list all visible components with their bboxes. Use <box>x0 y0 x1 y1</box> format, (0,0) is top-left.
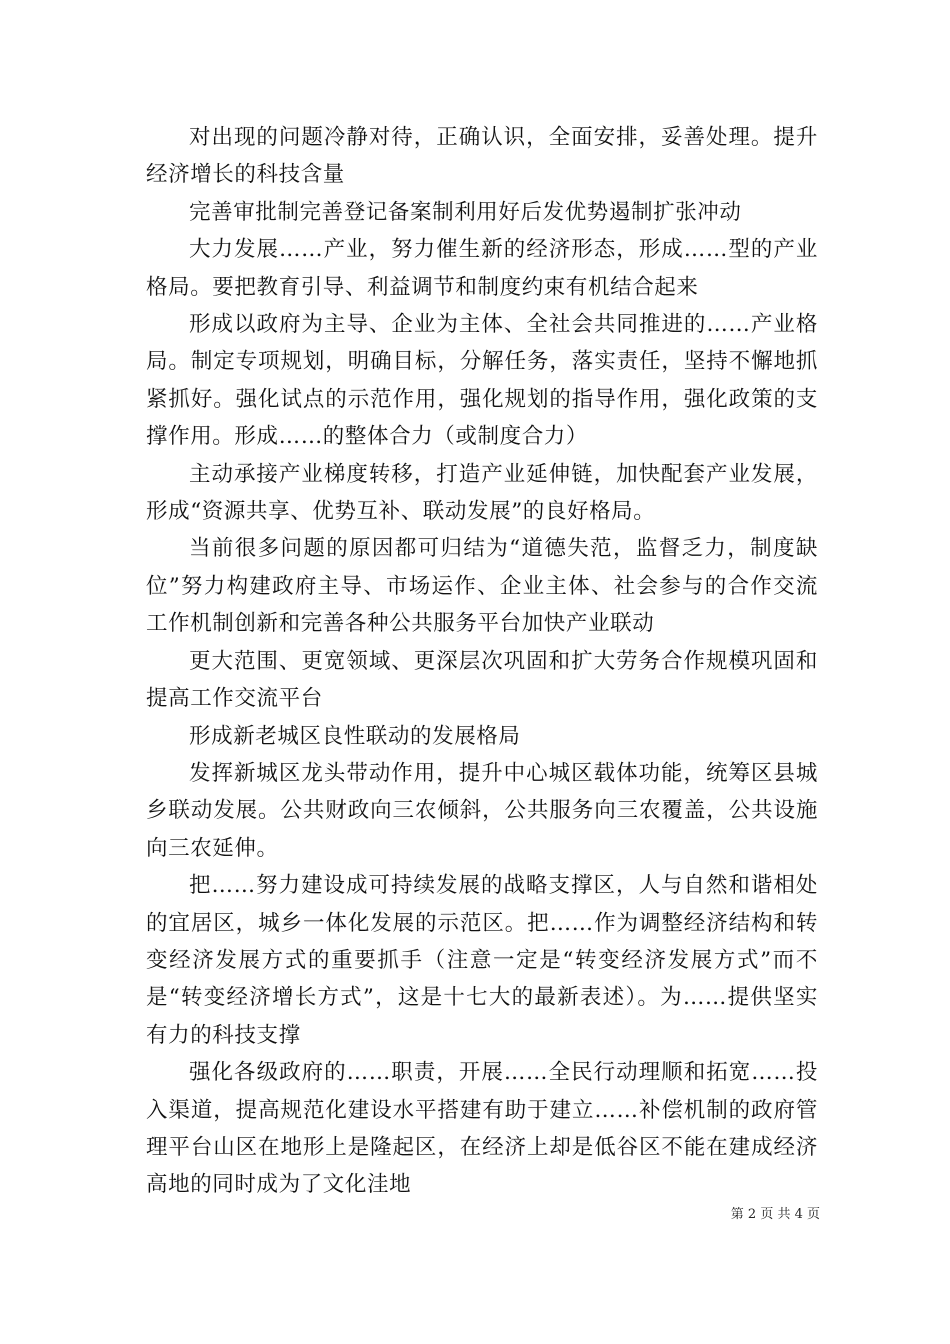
paragraph-5: 主动承接产业梯度转移，打造产业延伸链，加快配套产业发展，形成“资源共享、优势互补、联动发展”的良好格局。 <box>146 461 818 525</box>
paragraph-8: 形成新老城区良性联动的发展格局 <box>189 723 521 749</box>
paragraph-11: 强化各级政府的……职责，开展……全民行动理顺和拓宽……投入渠道，提高规范化建设水平搭建有助于建立……补偿机制的政府管理平台山区在地形上是隆起区，在经济上却是低谷区不能在建成经济高地的同时成为了文化洼地 <box>146 1060 818 1198</box>
paragraph-10: 把……努力建设成可持续发展的战略支撑区，人与自然和谐相处的宜居区，城乡一体化发展的示范区。把……作为调整经济结构和转变经济发展方式的重要抓手（注意一定是“转变经济发展方式”而不是“转变经济增长方式”，这是十七大的最新表述）。为……提供坚实有力的科技支撑 <box>146 873 818 1048</box>
paragraph-1: 对出现的问题冷静对待，正确认识，全面安排，妥善处理。提升经济增长的科技含量 <box>146 125 818 188</box>
paragraph-2: 完善审批制完善登记备案制利用好后发优势遏制扩张冲动 <box>189 199 742 225</box>
page-number-footer: 第 2 页 共 4 页 <box>730 1207 820 1222</box>
paragraph-6: 当前很多问题的原因都可归结为“道德失范，监督乏力，制度缺位”努力构建政府主导、市场运作、企业主体、社会参与的合作交流工作机制创新和完善各种公共服务平台加快产业联动 <box>146 536 818 637</box>
paragraph-7: 更大范围、更宽领域、更深层次巩固和扩大劳务合作规模巩固和提高工作交流平台 <box>146 648 818 712</box>
paragraph-3: 大力发展……产业，努力催生新的经济形态，形成……型的产业格局。要把教育引导、利益调节和制度约束有机结合起来 <box>146 237 818 300</box>
paragraph-4: 形成以政府为主导、企业为主体、全社会共同推进的……产业格局。制定专项规划，明确目标，分解任务，落实责任，坚持不懈地抓紧抓好。强化试点的示范作用，强化规划的指导作用，强化政策的支撑作用。形成……的整体合力（或制度合力） <box>146 312 818 450</box>
paragraph-9: 发挥新城区龙头带动作用，提升中心城区载体功能，统筹区县城乡联动发展。公共财政向三农倾斜，公共服务向三农覆盖，公共设施向三农延伸。 <box>146 760 818 861</box>
document-body <box>146 119 818 1204</box>
